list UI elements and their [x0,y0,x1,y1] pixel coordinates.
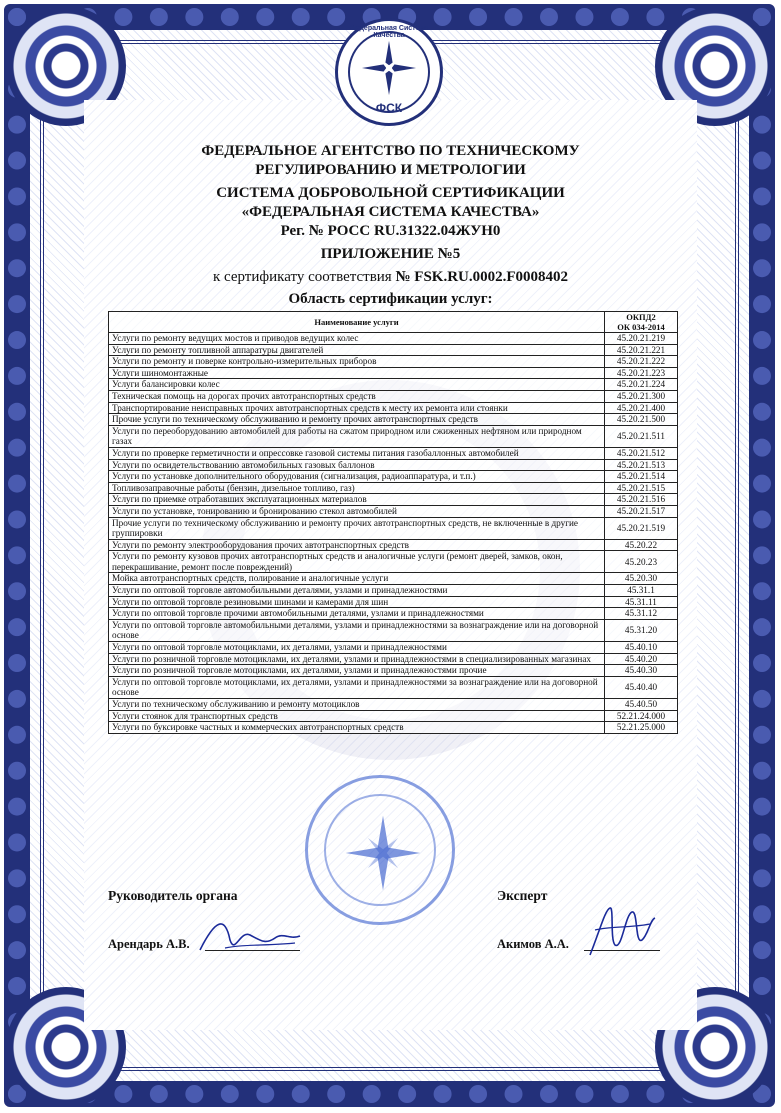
appendix-title: ПРИЛОЖЕНИЕ №5 [320,246,461,262]
service-code: 45.20.21.223 [605,367,678,379]
table-row [109,699,678,711]
head-signature-icon [195,910,305,960]
service-code: 45.40.30 [605,665,678,677]
service-code: 45.20.21.515 [605,482,678,494]
stamp-compass-icon [343,813,423,893]
table-header-row [109,312,678,333]
scope-title: Область сертификации услуг: [288,291,493,307]
service-code: 45.20.21.500 [605,414,678,426]
service-code: 45.20.21.222 [605,356,678,368]
service-name: Услуги по розничной торговле мотоциклами, их деталями, узлами и принадлежностями прочие [109,665,605,677]
table-row [109,447,678,459]
service-name: Услуги по проверке герметичности и опрессовке газовой системы питания газобаллонных автомобилей [109,447,605,459]
service-name: Услуги по ремонту и поверке контрольно-измерительных приборов [109,356,605,368]
table-row [109,653,678,665]
service-code: 45.20.21.516 [605,494,678,506]
table-row [109,722,678,734]
compass-rose-icon [360,39,418,97]
service-code: 45.20.30 [605,573,678,585]
table-row [109,333,678,345]
table-row [109,459,678,471]
service-code: 45.20.21.519 [605,517,678,539]
service-name: Услуги по ремонту кузовов прочих автотранспортных средств и аналогичные услуги (ремонт дверей, замков, окон, перекрашивание, ремонт после повреждений) [109,551,605,573]
table-row [109,619,678,641]
logo-arc-text: Федеральная Система Качества [349,25,429,39]
expert-name: Акимов А.А. [497,937,569,951]
service-code: 45.40.10 [605,642,678,654]
service-code: 45.20.21.513 [605,459,678,471]
service-name: Услуги по ремонту топливной аппаратуры двигателей [109,344,605,356]
service-name: Услуги по оптовой торговле резиновыми шинами и камерами для шин [109,596,605,608]
service-code: 45.40.40 [605,676,678,698]
services-table [108,311,678,734]
service-code: 45.20.21.511 [605,425,678,447]
table-row [109,471,678,483]
service-code: 45.20.21.219 [605,333,678,345]
head-name: Арендарь А.В. [108,937,190,951]
service-name: Услуги по освидетельствованию автомобильных газовых баллонов [109,459,605,471]
service-name: Услуги по ремонту электрооборудования прочих автотранспортных средств [109,539,605,551]
service-code: 45.20.21.400 [605,402,678,414]
service-name: Услуги по ремонту ведущих мостов и приводов ведущих колес [109,333,605,345]
table-row [109,517,678,539]
table-row [109,390,678,402]
table-row [109,596,678,608]
service-name: Техническая помощь на дорогах прочих автотранспортных средств [109,390,605,402]
service-name: Услуги по розничной торговле мотоциклами, их деталями, узлами и принадлежностями в специализированных магазинах [109,653,605,665]
logo-abbreviation: ФСК [375,101,403,115]
service-code: 45.31.20 [605,619,678,641]
expert-title: Эксперт [497,888,548,903]
table-row [109,676,678,698]
table-row [109,551,678,573]
service-name: Услуги по оптовой торговле автомобильными деталями, узлами и принадлежностями [109,585,605,597]
service-code: 52.21.24.000 [605,710,678,722]
column-header-name: Наименование услуги [109,312,605,333]
service-name: Услуги по оптовой торговле мотоциклами, их деталями, узлами и принадлежностями за вознаграждение или на договорной основе [109,676,605,698]
certificate-number: № FSK.RU.0002.F0008402 [395,269,569,285]
service-name: Прочие услуги по техническому обслуживанию и ремонту прочих автотранспортных средств [109,414,605,426]
table-row [109,344,678,356]
service-code: 45.31.12 [605,608,678,620]
expert-signature-icon [580,900,660,965]
service-name: Услуги балансировки колес [109,379,605,391]
service-name: Услуги по техническому обслуживанию и ремонту мотоциклов [109,699,605,711]
service-name: Услуги по приемке отработавших эксплуатационных материалов [109,494,605,506]
table-row [109,356,678,368]
certificate-reference: к сертификату соответствия № FSK.RU.0002.F0008402 [212,269,569,285]
table-row [109,608,678,620]
agency-name: ФЕДЕРАЛЬНОЕ АГЕНТСТВО ПО ТЕХНИЧЕСКОМУ РЕГУЛИРОВАНИЮ И МЕТРОЛОГИИ [201,143,580,178]
head-title: Руководитель органа [108,888,238,903]
service-name: Услуги шиномонтажные [109,367,605,379]
service-code: 45.20.21.221 [605,344,678,356]
system-name: СИСТЕМА ДОБРОВОЛЬНОЙ СЕРТИФИКАЦИИ «ФЕДЕРАЛЬНАЯ СИСТЕМА КАЧЕСТВА» Рег. № РОСС RU.31322.04ЖУН0 [0,184,781,241]
service-name: Топливозаправочные работы (бензин, дизельное топливо, газ) [109,482,605,494]
table-row [109,482,678,494]
table-row [109,402,678,414]
service-code: 45.20.22 [605,539,678,551]
table-row [109,585,678,597]
table-row [109,367,678,379]
service-name: Услуги по переоборудованию автомобилей для работы на сжатом природном или сжиженных нефтяном или природном газах [109,425,605,447]
service-code: 45.20.21.517 [605,505,678,517]
service-name: Услуги по оптовой торговле автомобильными деталями, узлами и принадлежностями за вознаграждение или на договорной основе [109,619,605,641]
registration-number: Рег. № РОСС RU.31322.04ЖУН0 [280,223,501,239]
service-name: Услуги по буксировке частных и коммерческих автотранспортных средств [109,722,605,734]
certification-stamp [305,775,455,925]
service-name: Транспортирование неисправных прочих автотранспортных средств к месту их ремонта или стоянки [109,402,605,414]
service-code: 52.21.25.000 [605,722,678,734]
table-row [109,414,678,426]
fsk-logo [335,18,443,126]
service-code: 45.20.23 [605,551,678,573]
table-row [109,505,678,517]
table-row [109,665,678,677]
service-code: 45.31.11 [605,596,678,608]
table-row [109,494,678,506]
service-code: 45.40.50 [605,699,678,711]
service-code: 45.20.21.300 [605,390,678,402]
service-name: Услуги по установке, тонированию и бронированию стекол автомобилей [109,505,605,517]
service-code: 45.31.1 [605,585,678,597]
service-name: Услуги по оптовой торговле мотоциклами, их деталями, узлами и принадлежностями [109,642,605,654]
service-name: Прочие услуги по техническому обслуживанию и ремонту прочих автотранспортных средств, не включенные в другие группировки [109,517,605,539]
service-name: Услуги по оптовой торговле прочими автомобильными деталями, узлами и принадлежностями [109,608,605,620]
table-row [109,379,678,391]
service-name: Мойка автотранспортных средств, полирование и аналогичные услуги [109,573,605,585]
service-code: 45.40.20 [605,653,678,665]
service-code: 45.20.21.224 [605,379,678,391]
table-row [109,539,678,551]
service-code: 45.20.21.512 [605,447,678,459]
column-header-code: ОКПД2 ОК 034-2014 [605,312,678,333]
table-row [109,642,678,654]
service-name: Услуги стоянок для транспортных средств [109,710,605,722]
service-code: 45.20.21.514 [605,471,678,483]
table-row [109,573,678,585]
service-name: Услуги по установке дополнительного оборудования (сигнализация, радиоаппаратура, и т.п.) [109,471,605,483]
table-row [109,710,678,722]
table-row [109,425,678,447]
